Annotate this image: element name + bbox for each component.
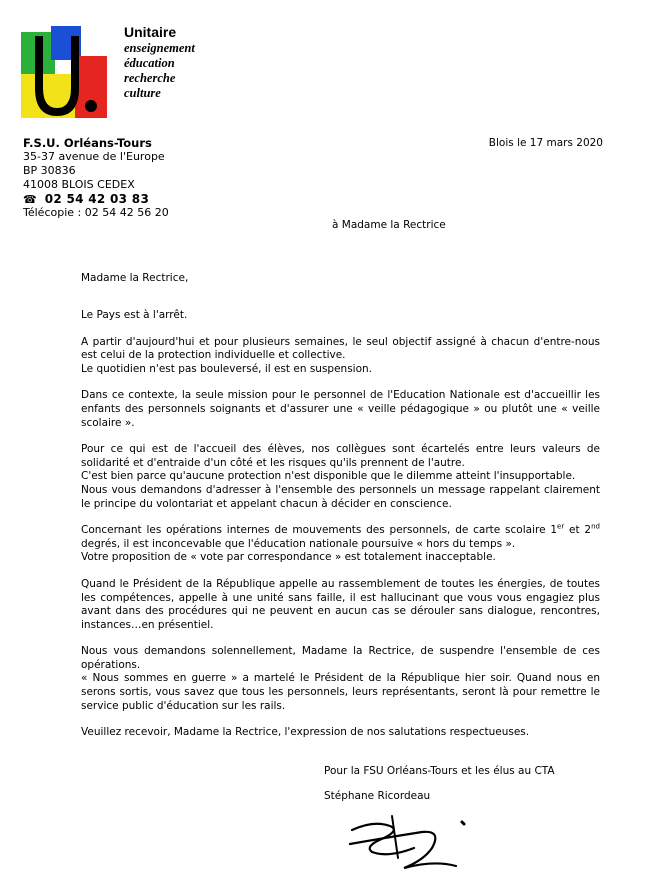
paragraph-text: et 2	[564, 524, 592, 537]
paragraph-7	[81, 645, 600, 713]
paragraph-4	[81, 443, 600, 511]
tagline-2: éducation	[124, 56, 175, 70]
sender-name: F.S.U. Orléans-Tours	[23, 136, 152, 150]
address-line-3: 41008 BLOIS CEDEX	[23, 178, 135, 191]
paragraph-line: A partir d'aujourd'hui et pour plusieurs semaines, le seul objectif assigné à chacun d'entre-nous est celui de la protection individuelle et collective.	[81, 335, 600, 362]
closing-line: Pour la FSU Orléans-Tours et les élus au CTA	[324, 765, 555, 777]
paragraph-line: Pour ce qui est de l'accueil des élèves, nos collègues sont écartelés entre leurs valeurs de solidarité et d'entraide d'un côté et les risques qu'ils prennent de l'autre.	[81, 443, 600, 469]
paragraph-line: « Nous sommes en guerre » a martelé le Président de la République hier soir. Quand nous en serons sortis, vous savez que tous les personnels, leurs représentants, seront là pour remettre le service public d'éducation sur les rails.	[81, 672, 600, 712]
letter-body	[81, 309, 600, 753]
paragraph-line: Dans ce contexte, la seule mission pour le personnel de l'Education Nationale est d'accueillir les enfants des personnels soignants et d'assurer une « veille pédagogique » ou plutôt une « veille scolaire ».	[81, 389, 600, 429]
paragraph-1	[81, 309, 600, 323]
paragraph-line: Nous vous demandons solennellement, Madame la Rectrice, de suspendre l'ensemble de ces opérations.	[81, 645, 600, 671]
fsu-logo	[21, 26, 107, 118]
paragraph-5	[81, 524, 600, 565]
paragraph-line: Le Pays est à l'arrêt.	[81, 309, 188, 321]
paragraph-text: Concernant les opérations internes de mouvements des personnels, de carte scolaire 1	[81, 524, 558, 537]
paragraph-line: Le quotidien n'est pas bouleversé, il est en suspension.	[81, 362, 373, 375]
telephone-icon: ☎	[23, 193, 37, 206]
paragraph-6	[81, 578, 600, 632]
salutation: Madame la Rectrice,	[81, 272, 189, 284]
tagline-1: enseignement	[124, 41, 195, 55]
tagline-4: culture	[124, 86, 161, 100]
paragraph-text: degrés, il est inconcevable que l'éducation nationale poursuive « hors du temps ».	[81, 537, 516, 550]
phone-line	[23, 192, 149, 207]
paragraph-line: Quand le Président de la République appelle au rassemblement de toutes les énergies, de toutes les compétences, appelle à une unité sans faille, il est hallucinant que vous vous engagiez plus avant dans des procédures qui ne peuvent en aucun cas se dérouler sans dialogue, rencontres, instances…en présentiel.	[81, 577, 600, 631]
address-line-2: BP 30836	[23, 164, 76, 177]
handwritten-signature	[344, 808, 494, 878]
recipient: à Madame la Rectrice	[332, 219, 446, 231]
paragraph-8	[81, 726, 600, 740]
letter-date: Blois le 17 mars 2020	[488, 137, 603, 149]
paragraph-3	[81, 389, 600, 430]
ordinal-superscript: nd	[591, 522, 600, 531]
paragraph-line	[81, 524, 600, 551]
paragraph-line: C'est bien parce qu'aucune protection n'est disponible que le dilemme atteint l'insupportable.	[81, 470, 576, 483]
org-name: Unitaire	[124, 24, 177, 40]
paragraph-line: Nous vous demandons d'adresser à l'ensemble des personnels un message rappelant clairement le principe du volontariat et appelant chacun à décider en conscience.	[81, 483, 600, 510]
paragraph-line: Veuillez recevoir, Madame la Rectrice, l'expression de nos salutations respectueuses.	[81, 726, 530, 739]
logo-dot	[85, 100, 97, 112]
ordinal-superscript: er	[557, 522, 565, 531]
phone-number: 02 54 42 03 83	[44, 192, 150, 206]
signer-name: Stéphane Ricordeau	[324, 790, 431, 802]
signature-dot	[462, 822, 464, 824]
paragraph-line: Votre proposition de « vote par correspondance » est totalement inacceptable.	[81, 551, 496, 564]
paragraph-2	[81, 336, 600, 377]
fax-line: Télécopie : 02 54 42 56 20	[23, 206, 169, 219]
address-line-1: 35-37 avenue de l'Europe	[23, 150, 165, 163]
signature-stroke	[350, 832, 456, 868]
tagline-3: recherche	[124, 71, 176, 85]
